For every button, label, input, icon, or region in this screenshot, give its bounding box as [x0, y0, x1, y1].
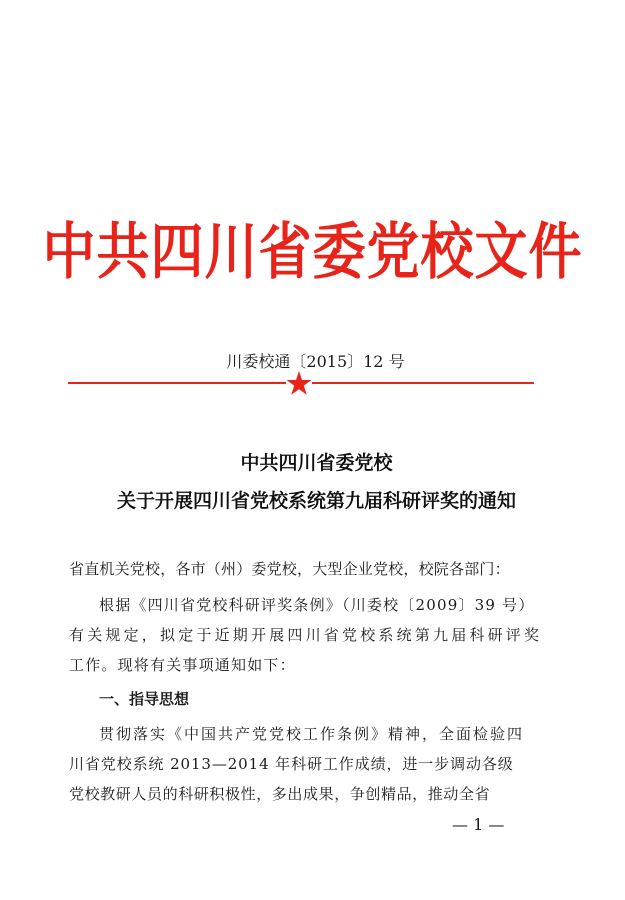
paragraph-1-line-2: 有关规定，拟定于近期开展四川省党校系统第九届科研评奖: [69, 626, 543, 644]
document-masthead: 中共四川省委党校文件: [42, 217, 583, 288]
paragraph-2-line-3: 党校教研人员的科研积极性，多出成果，争创精品，推动全省: [69, 785, 491, 803]
paragraph-2-line-2: 川省党校系统 2013—2014 年科研工作成绩，进一步调动各级: [69, 755, 514, 773]
page-number: — 1 —: [452, 815, 505, 834]
red-rule-right: [312, 382, 534, 384]
paragraph-1-line-1: 根据《四川省党校科研评奖条例》（川委校〔2009〕39 号）: [99, 596, 535, 614]
paragraph-2-line-1: 贯彻落实《中国共产党党校工作条例》精神，全面检验四: [99, 725, 525, 743]
star-icon: [286, 370, 312, 396]
section-heading-guiding-ideology: 一、指导思想: [99, 690, 190, 708]
document-title-line-1: 中共四川省委党校: [240, 452, 393, 474]
paragraph-1-line-3: 工作。现将有关事项通知如下：: [69, 656, 296, 674]
document-number: 川委校通〔2015〕12 号: [226, 352, 405, 371]
red-rule-left: [68, 382, 286, 384]
addressee-line: 省直机关党校，各市（州）委党校，大型企业党校，校院各部门：: [69, 560, 510, 578]
document-title-line-2: 关于开展四川省党校系统第九届科研评奖的通知: [116, 490, 516, 512]
